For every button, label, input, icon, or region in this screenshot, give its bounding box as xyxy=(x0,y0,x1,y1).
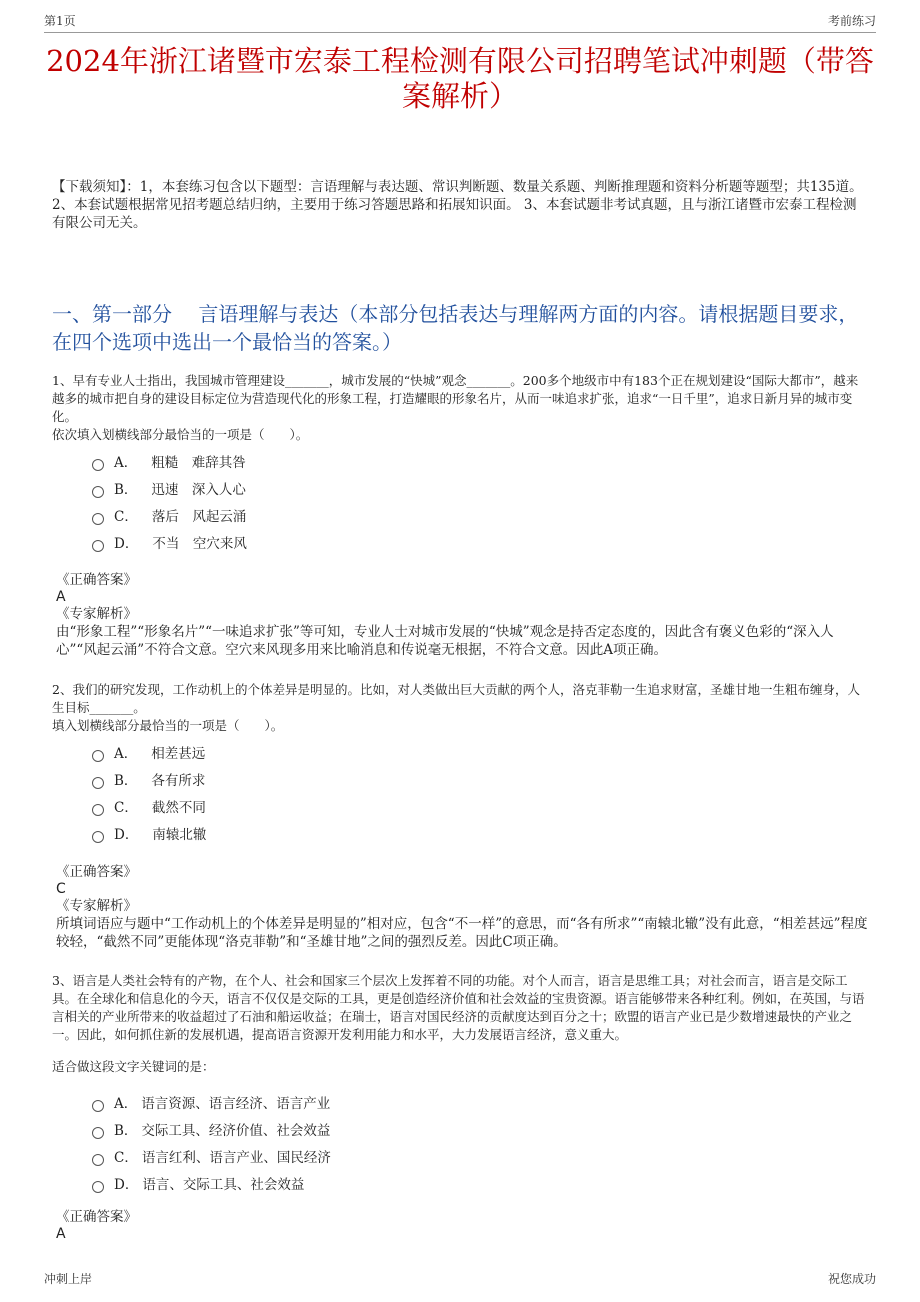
answer-block-1 xyxy=(56,572,868,659)
answer-label: 《正确答案》 xyxy=(56,1209,137,1225)
question-1 xyxy=(52,372,868,557)
radio-icon[interactable] xyxy=(92,1181,104,1193)
radio-icon[interactable] xyxy=(92,1154,104,1166)
section-heading: 一、第一部分 言语理解与表达（本部分包括表达与理解两方面的内容。请根据题目要求，在四个选项中选出一个最恰当的答案。） xyxy=(52,302,859,354)
option-c[interactable]: C． 落后 风起云涌 xyxy=(92,503,868,530)
question-2 xyxy=(52,681,868,848)
radio-icon[interactable] xyxy=(92,486,104,498)
radio-icon[interactable] xyxy=(92,513,104,525)
question-3 xyxy=(52,972,868,1198)
footer-right: 祝您成功 xyxy=(827,1272,876,1286)
answer-block-2 xyxy=(56,864,868,951)
radio-icon[interactable] xyxy=(92,804,104,816)
document-title: 2024年浙江诸暨市宏泰工程检测有限公司招聘笔试冲刺题（带答案解析） xyxy=(46,44,874,113)
page-number: 第1页 xyxy=(44,14,76,28)
option-list xyxy=(52,740,868,848)
radio-icon[interactable] xyxy=(92,777,104,789)
page-header xyxy=(44,12,876,33)
radio-icon[interactable] xyxy=(92,540,104,552)
header-label: 考前练习 xyxy=(827,14,876,28)
option-list xyxy=(52,1090,868,1198)
option-a[interactable]: A． 语言资源、语言经济、语言产业 xyxy=(92,1090,868,1117)
radio-icon[interactable] xyxy=(92,459,104,471)
answer-value: A xyxy=(56,589,66,605)
radio-icon[interactable] xyxy=(92,1100,104,1112)
analysis-label: 《专家解析》 xyxy=(56,898,137,914)
option-c[interactable]: C． 截然不同 xyxy=(92,794,868,821)
question-stem: 2、我们的研究发现，工作动机上的个体差异是明显的。比如，对人类做出巨大贡献的两个人，洛克菲勒一生追求财富，圣雄甘地一生粗布缠身，人生目标_______。 xyxy=(52,682,860,715)
radio-icon[interactable] xyxy=(92,831,104,843)
radio-icon[interactable] xyxy=(92,1127,104,1139)
answer-label: 《正确答案》 xyxy=(56,572,137,588)
analysis-label: 《专家解析》 xyxy=(56,606,137,622)
answer-value: A xyxy=(56,1226,66,1242)
option-a[interactable]: A． 相差甚远 xyxy=(92,740,868,767)
answer-label: 《正确答案》 xyxy=(56,864,137,880)
option-b[interactable]: B． 各有所求 xyxy=(92,767,868,794)
footer-left: 冲刺上岸 xyxy=(44,1272,93,1286)
option-d[interactable]: D． 南辕北辙 xyxy=(92,821,868,848)
option-list xyxy=(52,449,868,557)
question-stem: 1、早有专业人士指出，我国城市管理建设_______，城市发展的“快城”观念_______。200多个地级市中有183个正在规划建设“国际大都市”，越来越多的城市把自身的建设目标定位为营造现代化的形象工程，打造耀眼的形象名片，从而一味追求扩张，追求“一日千里”，追求日新月异的城市变化。 xyxy=(52,373,859,424)
page-footer xyxy=(44,1270,876,1287)
option-d[interactable]: D． 语言、交际工具、社会效益 xyxy=(92,1171,868,1198)
option-b[interactable]: B． 迅速 深入人心 xyxy=(92,476,868,503)
radio-icon[interactable] xyxy=(92,750,104,762)
answer-block-3 xyxy=(56,1209,868,1243)
option-b[interactable]: B． 交际工具、经济价值、社会效益 xyxy=(92,1117,868,1144)
option-c[interactable]: C． 语言红利、语言产业、国民经济 xyxy=(92,1144,868,1171)
analysis-text: 所填词语应与题中“工作动机上的个体差异是明显的”相对应，包含“不一样”的意思，而“各有所求”“南辕北辙”没有此意，“相差甚远”程度较轻，“截然不同”更能体现“洛克菲勒”和“圣雄甘地”之间的强烈反差。因此C项正确。 xyxy=(56,916,868,950)
question-prompt: 填入划横线部分最恰当的一项是（ ）。 xyxy=(52,718,284,733)
question-stem: 3、语言是人类社会特有的产物，在个人、社会和国家三个层次上发挥着不同的功能。对个人而言，语言是思维工具；对社会而言，语言是交际工具。在全球化和信息化的今天，语言不仅仅是交际的工具，更是创造经济价值和社会效益的宝贵资源。语言能够带来各种红利。例如，在英国，与语言相关的产业所带来的收益超过了石油和船运收益；在瑞士，语言对国民经济的贡献度达到百分之十；欧盟的语言产业已是少数增速最快的产业之一。因此，如何抓住新的发展机遇，提高语言资源开发利用能力和水平，大力发展语言经济，意义重大。 xyxy=(52,973,865,1042)
option-a[interactable]: A． 粗糙 难辞其咎 xyxy=(92,449,868,476)
option-d[interactable]: D． 不当 空穴来风 xyxy=(92,530,868,557)
question-prompt: 适合做这段文字关键词的是： xyxy=(52,1059,215,1074)
download-notice: 【下载须知】：1，本套练习包含以下题型：言语理解与表达题、常识判断题、数量关系题、判断推理题和资料分析题等题型；共135道。 2、本套试题根据常见招考题总结归纳，主要用于练习答题思路和拓展知识面。 3、本套试题非考试真题，且与浙江诸暨市宏泰工程检测有限公司无关。 xyxy=(52,179,863,231)
question-prompt: 依次填入划横线部分最恰当的一项是（ ）。 xyxy=(52,427,309,442)
answer-value: C xyxy=(56,881,66,897)
analysis-text: 由“形象工程”“形象名片”“一味追求扩张”等可知，专业人士对城市发展的“快城”观念是持否定态度的，因此含有褒义色彩的“深入人心”“风起云涌”不符合文意。空穴来风现多用来比喻消息和传说毫无根据，不符合文意。因此A项正确。 xyxy=(56,624,834,658)
